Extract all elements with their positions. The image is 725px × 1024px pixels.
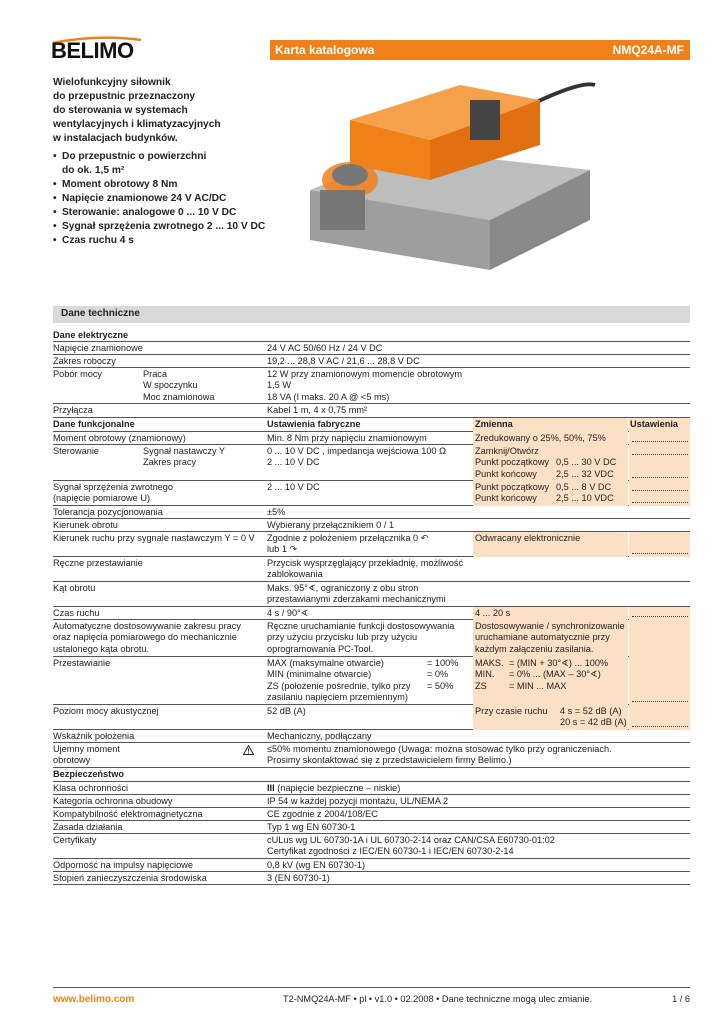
- settings-bg: [629, 445, 690, 481]
- row-values: [267, 558, 472, 581]
- table-row: [53, 821, 690, 834]
- row-label: Zakres roboczy: [53, 356, 116, 366]
- row-value: MAX (maksymalne otwarcie): [267, 658, 384, 668]
- footer-page-number: 1 / 6: [672, 994, 690, 1004]
- row-value: Kabel 1 m, 4 x 0,75 mm²: [267, 405, 368, 415]
- row-label: Przestawianie: [53, 658, 111, 668]
- table-row: [53, 404, 690, 418]
- row-value: Wybierany przełącznikiem 0 / 1: [267, 520, 395, 530]
- header-model: NMQ24A-MF: [612, 43, 684, 57]
- table-row: [53, 808, 690, 821]
- settings-blank: [632, 441, 688, 442]
- row-label-multi: [53, 621, 241, 655]
- row-value: Typ 1 wg EN 60730-1: [267, 822, 356, 832]
- row-value: 0 ... 10 V DC , impedancja wejściowa 100 Ω: [267, 446, 446, 456]
- row-values: [267, 621, 472, 655]
- row-label: Poziom mocy akustycznej: [53, 706, 159, 716]
- table-row: [53, 519, 690, 532]
- row-value: Prosimy skontaktować się z przedstawicielem firmy Belimo.): [267, 755, 512, 766]
- row-label: Napięcie znamionowe: [53, 343, 143, 353]
- variable-value: Zamknij/Otwórz: [475, 446, 539, 456]
- table-row: [53, 368, 690, 404]
- row-value: 19,2 ... 28,8 V AC / 21,6 ... 28,8 V DC: [267, 356, 420, 366]
- row-label: Automatyczne dostosowywanie zakresu pracy: [53, 621, 241, 631]
- row-label: Kąt obrotu: [53, 583, 96, 593]
- sublabel: Moc znamionowa: [143, 391, 215, 402]
- row-label-multi: [53, 744, 120, 767]
- group-label: Bezpieczeństwo: [53, 769, 124, 779]
- row-values: [267, 446, 472, 469]
- row-value: ±5%: [267, 507, 286, 517]
- variable-values: [509, 658, 608, 692]
- row-values: [267, 583, 472, 606]
- belimo-logo: [51, 36, 143, 62]
- table-row: [53, 481, 690, 506]
- variable-value: Punkt początkowy: [475, 457, 550, 468]
- table-group-row: [53, 768, 690, 782]
- row-value: 1,5 W: [267, 380, 291, 391]
- table-row: [53, 730, 690, 743]
- row-values: [267, 744, 687, 767]
- row-value: 3 (EN 60730-1): [267, 873, 330, 883]
- variable-value: 4 ... 20 s: [475, 608, 511, 618]
- settings-blank: [632, 490, 688, 491]
- table-row: [53, 582, 690, 607]
- row-value: 2 ... 10 V DC: [267, 482, 320, 492]
- variable-value: każdym załączeniu zasilania.: [475, 643, 594, 654]
- sublabel: Zakres pracy: [143, 457, 197, 468]
- footer-website-link[interactable]: www.belimo.com: [53, 994, 135, 1005]
- table-row: [53, 355, 690, 368]
- table-row: [53, 834, 690, 859]
- row-value: Ręczne uruchamianie funkcji dostosowywania: [267, 621, 455, 631]
- row-values: [267, 369, 527, 403]
- feature-item: • Do przepustnic o powierzchni: [53, 150, 268, 164]
- row-label: Odporność na impulsy napięciowe: [53, 860, 193, 870]
- row-value: zasilaniu napięciem przemiennym): [267, 692, 408, 703]
- row-value: przestawianymi zderzakami mechanicznymi: [267, 594, 446, 605]
- table-row: [53, 445, 690, 481]
- feature-item: • Napięcie znamionowe 24 V AC/DC: [53, 192, 268, 206]
- variable-value: 4 s = 52 dB (A): [560, 706, 622, 716]
- settings-blank: [632, 454, 688, 455]
- intro-line: w instalacjach budynków.: [53, 133, 178, 144]
- table-row: [53, 506, 690, 519]
- row-sublabels: [143, 446, 225, 469]
- row-label: Zasada działania: [53, 822, 123, 832]
- table-row: [53, 607, 690, 620]
- feature-list: [53, 150, 268, 248]
- feature-item: • Czas ruchu 4 s: [53, 234, 268, 248]
- row-label: Certyfikaty: [53, 835, 97, 845]
- variable-value: 0,5 ... 30 V DC: [556, 457, 617, 468]
- table-row: [53, 657, 690, 705]
- table-row: [53, 743, 690, 768]
- row-value: Certyfikat zgodności z IEC/EN 60730-1 i IEC/EN 60730-2-14: [267, 846, 514, 857]
- intro-line: do przepustnic przeznaczony: [53, 91, 196, 102]
- header-bar: [270, 40, 690, 60]
- settings-bg: [629, 607, 690, 620]
- row-value: lub 1 ↷: [267, 544, 298, 555]
- row-label: oraz napięcia pomiarowego do mechanicznie: [53, 632, 237, 643]
- row-value: 52 dB (A): [267, 706, 306, 716]
- sublabel: Sygnał nastawczy Y: [143, 446, 226, 456]
- row-value: Min. 8 Nm przy napięciu znamionowym: [267, 433, 427, 443]
- intro-line: Wielofunkcyjny siłownik: [53, 77, 171, 88]
- table-row: [53, 342, 690, 355]
- logo-text: BELIMO: [51, 38, 134, 63]
- variable-value: Punkt końcowy: [475, 493, 537, 504]
- row-values: [267, 533, 472, 556]
- row-label: (napięcie pomiarowe U): [53, 493, 151, 504]
- header-title: Karta katalogowa: [275, 43, 375, 57]
- table-group-row: [53, 418, 690, 432]
- row-label-multi: [53, 482, 173, 505]
- row-value: 4 s / 90°∢: [267, 608, 309, 618]
- settings-bg: [629, 620, 690, 657]
- row-value: zablokowania: [267, 569, 323, 580]
- row-value: ≤50% momentu znamionowego (Uwaga: można stosować tylko przy ograniczeniach.: [267, 744, 612, 754]
- intro-block: [53, 76, 268, 248]
- row-value: Przycisk wysprzęglający przekładnię, możliwość: [267, 558, 464, 568]
- section-header: [53, 306, 690, 323]
- protection-class: III: [267, 783, 275, 793]
- table-row: [53, 795, 690, 808]
- variable-value: Punkt początkowy: [475, 482, 550, 492]
- row-value: ZS (położenie pośrednie, tylko przy: [267, 680, 411, 691]
- section-title: Dane techniczne: [61, 308, 140, 319]
- settings-blank: [632, 477, 688, 478]
- row-values: [427, 658, 458, 692]
- variable-values: [556, 482, 614, 505]
- warning-icon: [243, 745, 254, 755]
- row-value: = 50%: [427, 680, 454, 691]
- row-label: Kierunek ruchu przy sygnale nastawczym Y = 0 V: [53, 533, 255, 543]
- row-label: Pobór mocy: [53, 369, 103, 379]
- row-label: Ręczne przestawianie: [53, 558, 143, 568]
- variable-value: MAKS.: [475, 658, 504, 668]
- row-value: Maks. 95°∢, ograniczony z obu stron: [267, 583, 419, 593]
- feature-item-cont: do ok. 1,5 m²: [62, 165, 125, 176]
- row-label: Wskaźnik położenia: [53, 731, 135, 741]
- group-label: Dane elektryczne: [53, 330, 129, 340]
- variable-value: Dostosowywanie / synchronizowanie: [475, 621, 625, 631]
- row-label: Moment obrotowy (znamionowy): [53, 433, 186, 443]
- intro-line: do sterowania w systemach: [53, 105, 188, 116]
- settings-blank: [632, 701, 688, 702]
- row-value: 2 ... 10 V DC: [267, 457, 320, 468]
- row-value: Mechaniczny, podłączany: [267, 731, 372, 741]
- variable-values: [556, 446, 616, 480]
- row-label: Tolerancja pozycjonowania: [53, 507, 163, 517]
- row-label: Kierunek obrotu: [53, 520, 118, 530]
- sublabel: Praca: [143, 369, 168, 379]
- table-row: [53, 705, 690, 730]
- feature-item: • Sygnał sprzężenia zwrotnego 2 ... 10 V DC: [53, 220, 268, 234]
- settings-bg: [629, 657, 690, 705]
- row-label: Kategoria ochronna obudowy: [53, 796, 173, 806]
- variable-value: Przy czasie ruchu: [475, 706, 548, 716]
- row-value: 0,8 kV (wg EN 60730-1): [267, 860, 366, 870]
- row-value: 18 VA (I maks. 20 A @ <5 ms): [267, 391, 390, 402]
- row-label: Przyłącza: [53, 405, 93, 415]
- row-value: 24 V AC 50/60 Hz / 24 V DC: [267, 343, 383, 353]
- row-label: obrotowy: [53, 755, 91, 766]
- row-value: = 100%: [427, 658, 459, 668]
- row-label: Stopień zanieczyszczenia środowiska: [53, 873, 207, 883]
- variable-value: 2,5 ... 32 VDC: [556, 468, 614, 479]
- variable-values: [560, 706, 627, 729]
- row-value: CE zgodnie z 2004/108/EC: [267, 809, 378, 819]
- table-group-row: [53, 329, 690, 342]
- column-header: Ustawienia: [630, 419, 678, 429]
- column-header: Zmienna: [475, 419, 513, 429]
- group-label: Dane funkcjonalne: [53, 419, 135, 429]
- row-value: Zgodnie z położeniem przełącznika 0 ↶: [267, 533, 429, 543]
- row-label: Sygnał sprzężenia zwrotnego: [53, 482, 174, 492]
- row-value: oprogramowania PC-Tool.: [267, 643, 374, 654]
- variable-values: [475, 621, 628, 655]
- table-row: [53, 432, 690, 445]
- row-label: Kompatybilność elektromagnetyczna: [53, 809, 203, 819]
- settings-blank: [632, 502, 688, 503]
- variable-value: = 0% ... (MAX – 30°∢): [509, 669, 601, 680]
- variable-value: 0,5 ... 8 V DC: [556, 482, 612, 492]
- intro-line: wentylacyjnych i klimatyzacyjnych: [53, 119, 221, 130]
- variable-value: uruchamiane automatycznie przy: [475, 632, 610, 643]
- feature-item: • Sterowanie: analogowe 0 ... 10 V DC: [53, 206, 268, 220]
- table-row: [53, 872, 690, 885]
- variable-value: 2,5 ... 10 VDC: [556, 493, 614, 504]
- variable-value: = MIN ... MAX: [509, 680, 567, 691]
- row-value: MIN (minimalne otwarcie): [267, 669, 372, 680]
- settings-blank: [632, 616, 688, 617]
- row-values: [267, 835, 687, 858]
- settings-blank: [632, 553, 688, 554]
- footer-divider: [53, 987, 690, 988]
- settings-bg: [629, 432, 690, 445]
- column-header: Ustawienia fabryczne: [267, 419, 361, 429]
- table-row: [53, 557, 690, 582]
- variable-value: MIN.: [475, 669, 495, 680]
- row-value: 12 W przy znamionowym momencie obrotowym: [267, 369, 463, 379]
- row-sublabels: [143, 369, 215, 403]
- variable-value: Punkt końcowy: [475, 468, 537, 479]
- row-value-text: (napięcie bezpieczne – niskie): [274, 783, 401, 793]
- tech-data-table: [53, 329, 690, 885]
- variable-value: 20 s = 42 dB (A): [560, 717, 627, 728]
- row-label: Klasa ochronności: [53, 783, 129, 793]
- table-row: [53, 532, 690, 557]
- footer-doc-info: T2-NMQ24A-MF • pl • v1.0 • 02.2008 • Dane techniczne mogą ulec zmianie.: [283, 994, 593, 1004]
- row-value: cULus wg UL 60730-1A i UL 60730-2-14 oraz CAN/CSA E60730-01:02: [267, 835, 555, 845]
- row-value: = 0%: [427, 669, 449, 680]
- settings-blank: [632, 726, 688, 727]
- variable-value: Zredukowany o 25%, 50%, 75%: [475, 433, 606, 443]
- row-label: Sterowanie: [53, 446, 99, 456]
- table-row: [53, 859, 690, 872]
- feature-item: • Moment obrotowy 8 Nm: [53, 178, 268, 192]
- table-row: [53, 620, 690, 657]
- row-value: IP 54 w każdej pozycji montażu, UL/NEMA 2: [267, 796, 449, 806]
- variable-value: ZS: [475, 680, 487, 691]
- row-label: Czas ruchu: [53, 608, 100, 618]
- variable-value: Odwracany elektronicznie: [475, 533, 581, 543]
- row-value: [267, 783, 472, 794]
- table-row: [53, 782, 690, 795]
- sublabel: W spoczynku: [143, 380, 198, 391]
- row-label: ustalonego kąta obrotu.: [53, 643, 150, 654]
- row-value: przy użyciu przycisku lub przy użyciu: [267, 632, 418, 643]
- actuator-product-image: [290, 70, 600, 310]
- row-label: Ujemny moment: [53, 744, 120, 754]
- variable-value: = (MIN + 30°∢) ... 100%: [509, 658, 609, 668]
